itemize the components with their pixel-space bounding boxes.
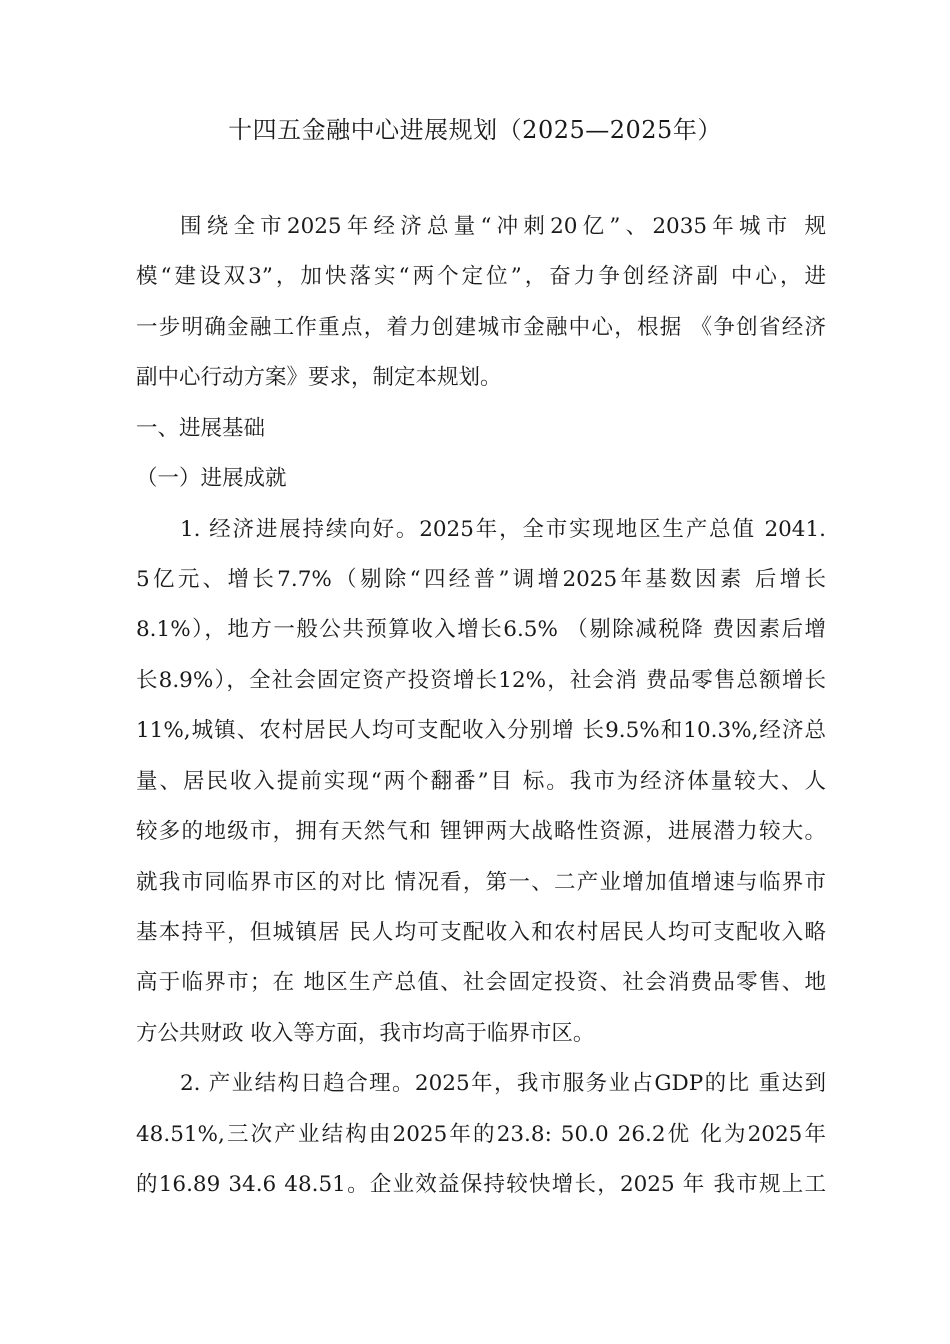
paragraph-line: 1. 经济进展持续向好。2025年，全市实现地区生产总值 2041.	[180, 517, 826, 542]
paragraph-line: 高于临界市；在 地区生产总值、社会固定投资、社会消费品零售、地	[136, 970, 826, 995]
paragraph-line: 11%,城镇、农村居民人均可支配收入分别增 长9.5%和10.3%,经济总	[136, 718, 826, 743]
paragraph-line: 方公共财政 收入等方面，我市均高于临界市区。	[136, 1021, 595, 1046]
section-heading: 一、进展基础	[136, 416, 266, 441]
paragraph-line: 就我市同临界市区的对比 情况看，第一、二产业增加值增速与临界市	[136, 870, 826, 895]
paragraph-line: 8.1%），地方一般公共预算收入增长6.5% （剔除减税降 费因素后增	[136, 617, 826, 642]
paragraph-line: 量、居民收入提前实现“两个翻番”目 标。我市为经济体量较大、人	[136, 769, 826, 794]
paragraph-line: 的16.89 34.6 48.51。企业效益保持较快增长，2025 年 我市规上工	[136, 1172, 826, 1197]
paragraph-line: 基本持平，但城镇居 民人均可支配收入和农村居民人均可支配收入略	[136, 920, 826, 945]
paragraph-line: 长8.9%），全社会固定资产投资增长12%，社会消 费品零售总额增长	[136, 668, 826, 693]
paragraph-line: 围绕全市2025年经济总量“冲刺20亿”、2035年城市 规	[180, 214, 826, 239]
paragraph-line: 48.51%,三次产业结构由2025年的23.8: 50.0 26.2优 化为2025年	[136, 1122, 826, 1147]
paragraph-line: 副中心行动方案》要求，制定本规划。	[136, 365, 502, 390]
paragraph-line: 5亿元、增长7.7%（剔除“四经普”调增2025年基数因素 后增长	[136, 567, 826, 592]
paragraph-line: 一步明确金融工作重点，着力创建城市金融中心，根据 《争创省经济	[136, 315, 826, 340]
paragraph-line: 较多的地级市，拥有天然气和 锂钾两大战略性资源，进展潜力较大。	[136, 819, 826, 844]
subsection-heading: （一）进展成就	[136, 466, 287, 491]
paragraph-line: 模“建设双3”，加快落实“两个定位”，奋力争创经济副 中心，进	[136, 264, 826, 289]
document-title: 十四五金融中心进展规划（2025—2025年）	[228, 116, 722, 144]
paragraph-line: 2. 产业结构日趋合理。2025年，我市服务业占GDP的比 重达到	[180, 1071, 826, 1096]
